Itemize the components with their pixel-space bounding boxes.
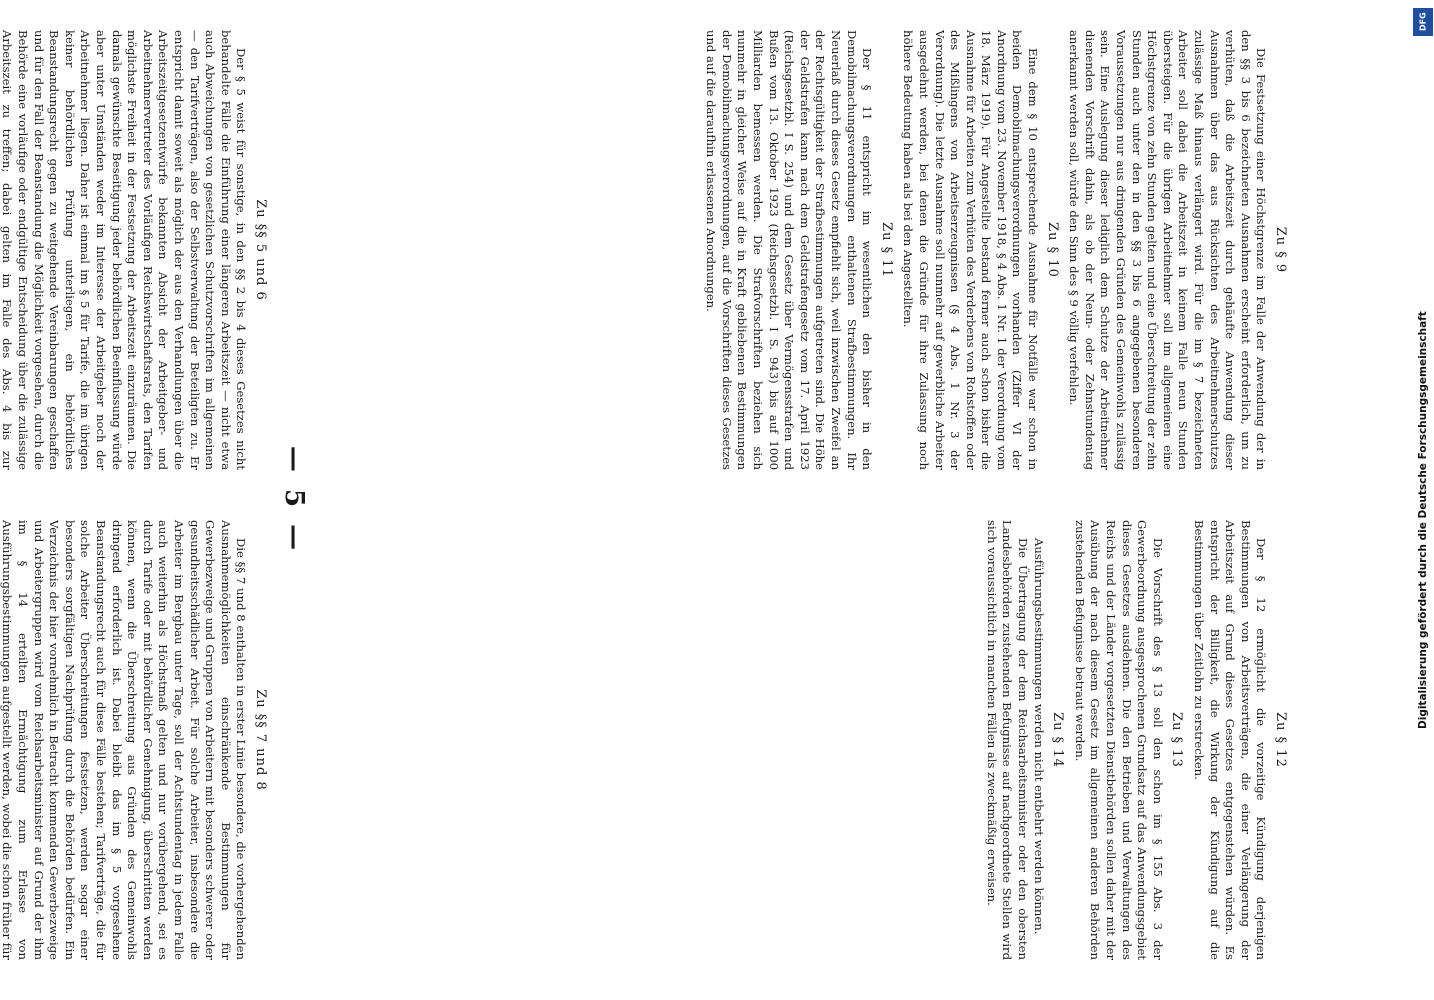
section-heading: Zu § 12 <box>1273 712 1288 768</box>
column-lower <box>0 30 274 470</box>
section-heading: Zu §§ 7 und 8 <box>253 689 268 791</box>
section-paragraph: Der § 11 entspricht im wesentlichen den bisher in den Demobilmachungsverordnungen enthaltenen Strafbestimmungen. Ihr Neuerlaß durch dieses Gesetz empfiehlt sich, weil inzwischen Zweifel an der Rechtsgültigkeit der Strafbestimmungen aufgetreten sind. Die Höhe der Geldstrafen kann nach dem Geldstrafengesetz vom 17. April 1923 (Reichsgesetzbl. I S. 254) und dem Gesetz über Vermögensstrafen und Bußen vom 13. Oktober 1923 (Reichsgesetzbl. I S. 943) bis auf 1000 Milliarden bemessen werden. Die Strafvorschriften beziehen sich nunmehr in gleicher Weise auf die in Kraft gebliebenen Bestimmungen der Demobilmachungsverordnungen, auf die Vorschriften dieses Gesetzes und auf die daraufhin erlassenen Anordnungen. <box>704 30 875 470</box>
page-number: — 5 — <box>279 445 309 555</box>
section-paragraph: Die §§ 7 und 8 enthalten in erster Linie besondere, die vorhergehenden Ausnahmemöglichkeiten einschränkende Bestimmungen für Gewerbezweige und Gruppen von Arbeitern mit besonders schwerer oder gesundheitsschädlicher Arbeit. Für solche Arbeiter, insbesondere die Arbeiter im Bergbau unter Tage, soll der Achtstundentag in jedem Falle auch weiterhin als Höchstmaß gelten und nur vorübergehend, sei es durch Tarife oder mit behördlicher Genehmigung, überschritten werden können, wenn die Überschreitung aus Gründen des Gemeinwohls dringend erforderlich ist. Dabei bleibt das im § 5 vorgesehene Beanstandungsrecht auch für diese Fälle bestehen; Tarifverträge, die für solche Arbeiter Überschreitungen festsetzen, werden sogar einer besonders sorgfältigen Nachprüfung durch die Behörden bedürfen. Ein Verzeichnis der hier vornehmlich in Betracht kommenden Gewerbezweige und Arbeitergruppen wird vom Reichsarbeitsminister auf Grund der ihm im § 14 erteilten Ermächtigung zum Erlasse von Ausführungsbestimmungen aufgestellt werden, wobei die schon früher für <box>0 520 249 960</box>
section-heading: Zu § 11 <box>878 222 894 278</box>
credit-text: Digitalisierung gefördert durch die Deutsche Forschungsgemeinschaft <box>1417 311 1429 729</box>
section-paragraph: Die Übertragung der dem Reichsarbeitsminister oder den obersten Landesbehörden zustehenden Befugnisse auf nachgeordnete Stellen wird sich voraussichtlich in manchen Fällen als zweckmäßig erweisen. <box>984 520 1031 960</box>
column-upper-right <box>983 520 1294 960</box>
dfg-logo: DFG <box>1413 8 1433 36</box>
section-paragraph: Die Festsetzung einer Höchstgrenze im Falle der Anwendung der in den §§ 3 bis 6 bezeichneten Ausnahmen erscheint erforderlich, um zu verhüten, daß die Arbeitszeit durch gehäufte Anwendung dieser Ausnahmen über das aus Rücksichten des Arbeitnehmerschutzes zulässige Maß hinaus verlängert wird. Für die im § 7 bezeichneten Arbeiter soll dabei die Arbeitszeit in keinem Falle neun Stunden übersteigen. Für die übrigen Arbeitnehmer soll im allgemeinen eine Höchstgrenze von zehn Stunden gelten und eine Überschreitung der zehn Stunden auch unter den in den §§ 3 bis 6 angegebenen besonderen Voraussetzungen nur aus dringenden Gründen des Gemeinwohls zulässig sein. Eine Auslegung dieser lediglich dem Schutze der Arbeitnehmer dienenden Vorschrift dahin, als ob der Neun- oder Zehnstundentag anerkannt werden soll, würde den Sinn des § 9 völlig verfehlen. <box>1067 30 1269 470</box>
section-paragraph: Ausführungsbestimmungen werden nicht entbehrt werden können. <box>1031 538 1046 935</box>
column-lower-right <box>0 520 274 960</box>
section-heading: Zu § 10 <box>1044 222 1060 278</box>
column-upper-left <box>703 30 1294 470</box>
section-paragraph: Eine dem § 10 entsprechende Ausnahme für Notfälle war schon in beiden Demobilmachungsverordnungen vorhanden (Ziffer VI der Anordnung vom 23. November 1918, § 4 Abs. 1 Nr. 1 der Verordnung vom 18. März 1919). Für Angestellte bestand ferner auch schon bisher die Ausnahme für Arbeiten zum Verhüten des Verderbens von Rohstoffen oder des Mißlingens von Arbeitserzeugnissen (§ 4 Abs. 1 Nr. 3 der Verordnung). Die letzte Ausnahme soll nunmehr auf gewerbliche Arbeiter ausgedehnt werden, bei denen die Gründe für ihre Zulassung noch höhere Bedeutung haben als bei den Angestellten. <box>901 30 1041 470</box>
section-paragraph: Der § 5 weist für sonstige, in den §§ 2 bis 4 dieses Gesetzes nicht behandelte Fälle die Einführung einer längeren Arbeitszeit — nicht etwa auch Abweichungen von gesetzlichen Schutzvorschriften im allgemeinen — den Tarifverträgen, also der Selbstverwaltung der Beteiligten zu. Er entspricht damit soweit als möglich der aus den Verhandlungen über die Arbeitszeitgesetzentwürfe bekannten Absicht der Arbeitgeber- und Arbeitnehmervertreter des Vorläufigen Reichswirtschaftsrats, den Tarifen möglichste Freiheit in der Festsetzung der Arbeitszeit einzuräumen. Die damals gewünschte Beseitigung jeder behördlichen Beeinflussung würde aber unter Umständen weder im Interesse der Arbeitgeber noch der Arbeitnehmer liegen. Daher ist einmal im § 5 für Tarife, die im übrigen keiner behördlichen Prüfung unterliegen, ein behördliches Beanstandungsrecht gegen zu weitgehende Vereinbarungen geschaffen und für den Fall der Beanstandung die Möglichkeit vorgesehen, durch die Behörde eine vorläufige oder endgültige Entscheidung über die zulässige Arbeitszeit zu treffen; dabei gelten im Falle des Abs. 4 bis zur <box>0 30 249 470</box>
section-heading: Zu § 14 <box>1050 712 1066 768</box>
section-heading: Zu § 13 <box>1169 712 1185 768</box>
section-paragraph: Die Vorschrift des § 13 soll den schon im § 155 Abs. 3 der Gewerbeordnung ausgesprochenen Grundsatz auf das Anwendungsgebiet dieses Gesetzes ausdehnen. Die den Betrieben und Verwaltungen des Reichs und der Länder vorgesetzten Dienstbehörden sollen daher mit der Ausübung der nach diesem Gesetz im allgemeinen anderen Behörden zustehenden Befugnisse betraut werden. <box>1072 520 1165 960</box>
section-paragraph: Der § 12 ermöglicht die vorzeitige Kündigung derjenigen Bestimmungen von Arbeitsverträgen, die einer Verlängerung der Arbeitszeit auf Grund dieses Gesetzes entgegenstehen würden. Es entspricht der Billigkeit, die Wirkung der Kündigung auf die Bestimmungen über Zeitlohn zu erstrecken. <box>1192 520 1269 960</box>
section-heading: Zu §§ 5 und 6 <box>253 199 268 301</box>
section-heading: Zu § 9 <box>1273 226 1288 274</box>
